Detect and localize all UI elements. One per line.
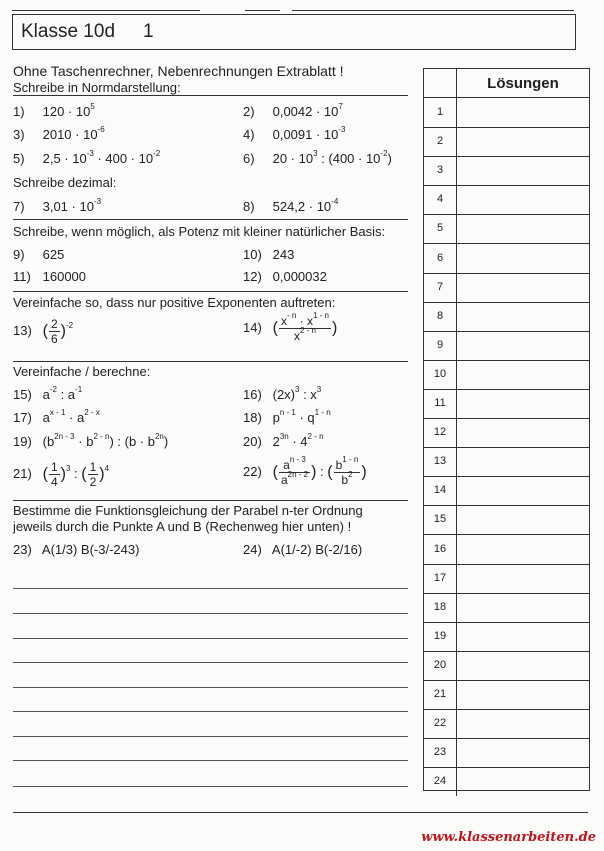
solution-answer-cell[interactable] bbox=[457, 651, 589, 680]
section-potenz: Schreibe, wenn möglich, als Potenz mit kleiner natürlicher Basis: bbox=[13, 224, 386, 239]
solution-row-number: 14 bbox=[424, 476, 457, 505]
solution-row bbox=[424, 505, 589, 535]
problem-15: 15) $a^{-2}$ : $a^{-1}$ bbox=[13, 385, 83, 402]
website-footer: www.klassenarbeiten.de bbox=[421, 830, 596, 845]
solutions-table bbox=[423, 68, 590, 791]
solution-row-number: 23 bbox=[424, 738, 457, 767]
section-berechne: Vereinfache / berechne: bbox=[13, 364, 151, 379]
solution-row bbox=[424, 738, 589, 768]
problem-17: 17) $a^{x - 1} \cdot a^{2 - x}$ bbox=[13, 408, 100, 425]
top-rule bbox=[292, 10, 574, 11]
solution-row-number: 19 bbox=[424, 622, 457, 651]
solution-answer-cell[interactable] bbox=[457, 185, 589, 214]
section-parabel-2: jeweils durch die Punkte A und B (Rechenweg hier unten) ! bbox=[13, 519, 352, 534]
problem-20: 20) $2^{3n} \cdot 4^{2 - n}$ bbox=[243, 432, 324, 449]
solution-answer-cell[interactable] bbox=[457, 156, 589, 185]
solution-row bbox=[424, 244, 589, 274]
solution-row-number: 11 bbox=[424, 389, 457, 418]
solution-answer-cell[interactable] bbox=[457, 709, 589, 738]
solution-row bbox=[424, 185, 589, 215]
rule bbox=[13, 361, 408, 362]
solution-row bbox=[424, 214, 589, 244]
solution-row-number: 8 bbox=[424, 302, 457, 331]
problem-3: 3) $2010 \cdot 10^{-6}$ bbox=[13, 125, 105, 142]
problem-12: 12) 0,000032 bbox=[243, 269, 327, 284]
solution-row-number: 24 bbox=[424, 767, 457, 796]
writing-line bbox=[13, 687, 408, 688]
solution-answer-cell[interactable] bbox=[457, 418, 589, 447]
solution-row bbox=[424, 680, 589, 710]
solution-row bbox=[424, 767, 589, 796]
class-label: Klasse 10d bbox=[21, 21, 116, 42]
problem-6: 6) $20 \cdot 10^3$ : $(400 \cdot 10^{-2})$ bbox=[243, 149, 392, 166]
solution-row bbox=[424, 564, 589, 594]
solution-row-number: 20 bbox=[424, 651, 457, 680]
writing-line bbox=[13, 736, 408, 737]
problem-18: 18) $p^{n - 1} \cdot q^{1 - n}$ bbox=[243, 408, 331, 425]
solution-row-number: 17 bbox=[424, 564, 457, 593]
writing-line bbox=[13, 786, 408, 787]
section-dezimal: Schreibe dezimal: bbox=[13, 175, 117, 190]
writing-line bbox=[13, 613, 408, 614]
section-parabel-1: Bestimme die Funktionsgleichung der Parabel n-ter Ordnung bbox=[13, 503, 363, 518]
section-normdarstellung: Schreibe in Normdarstellung: bbox=[13, 80, 181, 95]
problem-14: 14) ( $\frac{x^{- n} \cdot x^{1 - n}}{x^{2 - n}}$ ) bbox=[243, 311, 338, 343]
rule bbox=[13, 291, 408, 292]
top-rule bbox=[245, 10, 280, 11]
problem-1: 1) $120 \cdot 10^5$ bbox=[13, 102, 95, 119]
solution-row-number: 13 bbox=[424, 447, 457, 476]
solution-row bbox=[424, 273, 589, 303]
solution-row-number: 15 bbox=[424, 505, 457, 534]
problem-9: 9) 625 bbox=[13, 247, 65, 262]
solution-row bbox=[424, 476, 589, 506]
test-number: 1 bbox=[143, 21, 154, 42]
solution-row-number: 16 bbox=[424, 535, 457, 564]
solution-row-number: 18 bbox=[424, 593, 457, 622]
problem-24: 24) A(1/-2) B(-2/16) bbox=[243, 542, 363, 557]
problem-4: 4) $0,0091 \cdot 10^{-3}$ bbox=[243, 125, 346, 142]
solution-row-number: 12 bbox=[424, 418, 457, 447]
writing-line bbox=[13, 760, 408, 761]
solution-answer-cell[interactable] bbox=[457, 738, 589, 767]
solution-answer-cell[interactable] bbox=[457, 214, 589, 243]
solution-answer-cell[interactable] bbox=[457, 622, 589, 651]
problem-11: 11) 160000 bbox=[13, 269, 87, 284]
problem-2: 2) $0,0042 \cdot 10^7$ bbox=[243, 102, 343, 119]
solution-answer-cell[interactable] bbox=[457, 331, 589, 360]
solution-row bbox=[424, 127, 589, 157]
problem-5: 5) $2,5 \cdot 10^{-3} \cdot 400 \cdot 10^{-2}$ bbox=[13, 149, 161, 166]
problem-8: 8) $524,2 \cdot 10^{-4}$ bbox=[243, 197, 339, 214]
solution-row bbox=[424, 389, 589, 419]
solution-row bbox=[424, 535, 589, 565]
solution-row-number: 1 bbox=[424, 98, 457, 127]
solution-answer-cell[interactable] bbox=[457, 564, 589, 593]
solution-row bbox=[424, 709, 589, 739]
rule bbox=[13, 95, 408, 96]
solution-row-number: 2 bbox=[424, 127, 457, 156]
solution-row-number: 21 bbox=[424, 680, 457, 709]
solution-row-number: 6 bbox=[424, 244, 457, 273]
solution-answer-cell[interactable] bbox=[457, 476, 589, 505]
solution-row bbox=[424, 418, 589, 448]
writing-line bbox=[13, 711, 408, 712]
title-box bbox=[12, 14, 576, 50]
solution-row-number: 5 bbox=[424, 214, 457, 243]
writing-line bbox=[13, 588, 408, 589]
solution-answer-cell[interactable] bbox=[457, 505, 589, 534]
solution-answer-cell[interactable] bbox=[457, 447, 589, 476]
solution-answer-cell[interactable] bbox=[457, 273, 589, 302]
top-rule bbox=[12, 10, 200, 11]
solution-row bbox=[424, 593, 589, 623]
solution-row bbox=[424, 302, 589, 332]
problem-16: 16) $(2x)^3$ : $x^3$ bbox=[243, 385, 322, 402]
solution-row-number: 4 bbox=[424, 185, 457, 214]
problem-23: 23) A(1/3) B(-3/-243) bbox=[13, 542, 140, 557]
bottom-rule bbox=[13, 812, 588, 813]
solution-answer-cell[interactable] bbox=[457, 302, 589, 331]
rule bbox=[13, 219, 408, 220]
solution-row bbox=[424, 622, 589, 652]
solution-answer-cell[interactable] bbox=[457, 244, 589, 273]
problem-21: 21) ( $\frac{1}{4}$ )$^3$ : ( $\frac{1}{2}$ )$^4$ bbox=[13, 460, 110, 489]
rule bbox=[13, 500, 408, 501]
solution-row-number: 7 bbox=[424, 273, 457, 302]
solution-answer-cell[interactable] bbox=[457, 680, 589, 709]
problem-10: 10) 243 bbox=[243, 247, 295, 262]
solution-answer-cell[interactable] bbox=[457, 98, 589, 127]
problem-22: 22) ( $\frac{a^{n - 3}}{a^{2n - 2}}$ ) : ( $\frac{b^{1 - n}}{b^2}$ ) bbox=[243, 455, 367, 487]
solution-row-number: 3 bbox=[424, 156, 457, 185]
solution-answer-cell[interactable] bbox=[457, 127, 589, 156]
solution-row-number: 10 bbox=[424, 360, 457, 389]
solution-answer-cell[interactable] bbox=[457, 389, 589, 418]
problem-7: 7) $3,01 \cdot 10^{-3}$ bbox=[13, 197, 102, 214]
solution-row bbox=[424, 360, 589, 390]
problem-13: 13) ( $\frac{2}{6}$ )$^{-2}$ bbox=[13, 317, 74, 346]
writing-line bbox=[13, 638, 408, 639]
solution-row bbox=[424, 98, 589, 128]
writing-line bbox=[13, 662, 408, 663]
solution-row bbox=[424, 447, 589, 477]
solution-answer-cell[interactable] bbox=[457, 593, 589, 622]
solution-answer-cell[interactable] bbox=[457, 535, 589, 564]
solution-row bbox=[424, 651, 589, 681]
section-exponenten: Vereinfache so, dass nur positive Exponenten auftreten: bbox=[13, 295, 336, 310]
solution-row bbox=[424, 331, 589, 361]
instruction: Ohne Taschenrechner, Nebenrechnungen Extrablatt ! bbox=[13, 63, 344, 79]
solution-answer-cell[interactable] bbox=[457, 767, 589, 796]
solution-row-number: 22 bbox=[424, 709, 457, 738]
problem-19: 19) $(b^{2n - 3} \cdot b^{2 - n})$ : $(b \cdot b^{2n})$ bbox=[13, 432, 169, 449]
solution-row-number: 9 bbox=[424, 331, 457, 360]
solution-answer-cell[interactable] bbox=[457, 360, 589, 389]
solutions-title: Lösungen bbox=[487, 75, 559, 92]
solution-row bbox=[424, 156, 589, 186]
solutions-header bbox=[424, 69, 589, 98]
